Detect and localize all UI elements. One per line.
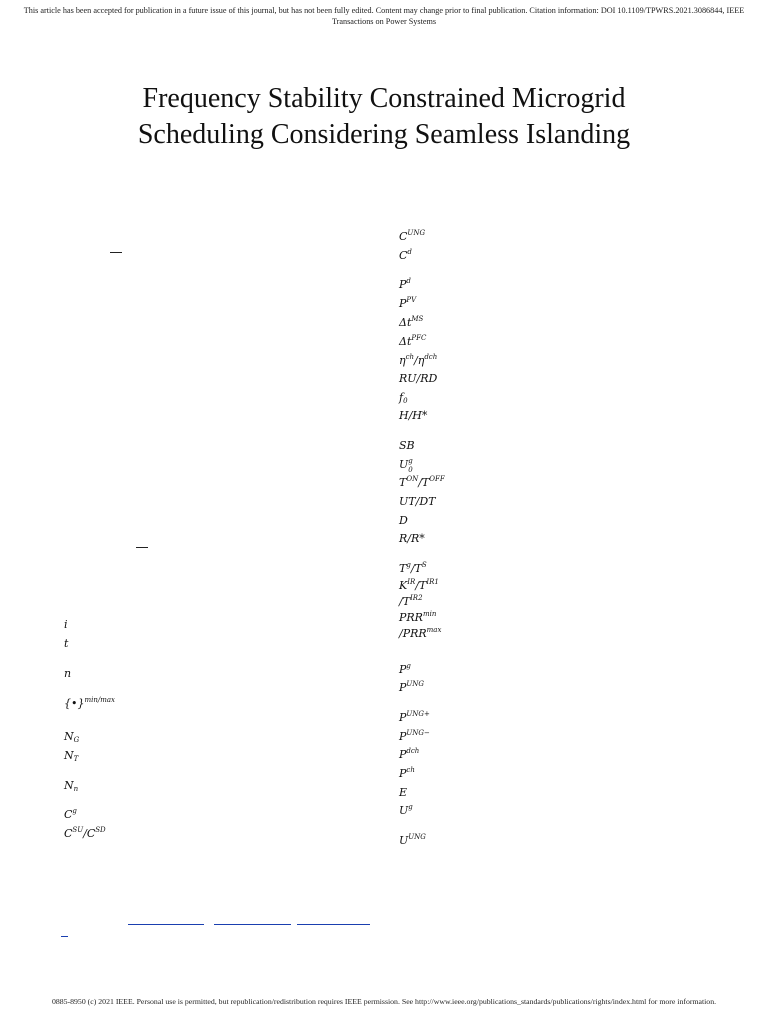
symbol-t: t [64, 637, 69, 650]
reference-link-3[interactable] [297, 924, 370, 925]
symbol-PUNG-plus: $P^{UNG+}$ [399, 710, 430, 724]
symbol-CUNG: $C^{UNG}$ [399, 229, 426, 243]
symbol-eta-ch-dch: $\eta^{ch}/\eta^{dch}$ [399, 353, 438, 367]
symbol-U0g: U g 0 [399, 457, 413, 474]
symbol-CSU-CSD: $C^{SU}/C^{SD}$ [64, 826, 106, 840]
publication-notice-line1: This article has been accepted for publication in a future issue of this journal, but has not been fully edited. Content may change prior to final publication. Citation information: DOI 10.1109/TPWRS.2021.3086844, IEEE [23, 6, 745, 15]
symbol-f0: $f_0$ [399, 391, 408, 405]
paper-title-line1: Frequency Stability Constrained Microgrid [142, 83, 626, 114]
symbol-dtMS: $\Delta t^{MS}$ [399, 315, 424, 329]
symbol-D: D [399, 514, 408, 527]
footnote-link-mark[interactable] [61, 936, 68, 937]
symbol-UT-DT: UT/DT [399, 495, 436, 508]
symbol-E: E [399, 786, 408, 799]
symbol-Nn: $N_n$ [64, 779, 79, 793]
symbol-Cd: $C^d$ [399, 248, 412, 262]
symbol-PRRmin: $PRR^{min}$ [399, 610, 437, 624]
left-column-dash-middle [136, 547, 148, 548]
reference-link-1[interactable] [128, 924, 204, 925]
symbol-PRRmax: $/PRR^{max}$ [399, 626, 442, 640]
symbol-Pd: $P^d$ [399, 277, 411, 291]
publication-notice [18, 5, 750, 27]
symbol-n: n [64, 667, 72, 680]
paper-title-line2: Scheduling Considering Seamless Islanding [137, 119, 631, 150]
symbol-NG: $N_G$ [64, 730, 80, 744]
symbol-TON-TOFF: $T^{ON}/T^{OFF}$ [399, 475, 445, 489]
reference-link-2[interactable] [214, 924, 291, 925]
symbol-NT: $N_T$ [64, 749, 79, 763]
paper-title [40, 81, 728, 153]
symbol-dtPFC: $\Delta t^{PFC}$ [399, 334, 427, 348]
symbol-SB: SB [399, 439, 415, 452]
symbol-Tg-TS: $T^g/T^S$ [399, 561, 427, 575]
symbol-Pch: $P^{ch}$ [399, 766, 415, 780]
symbol-PUNG-minus: $P^{UNG-}$ [399, 729, 430, 743]
symbol-H: H/H* [399, 409, 428, 422]
symbol-i: i [64, 618, 68, 631]
symbol-UUNG: $U^{UNG}$ [399, 833, 426, 847]
copyright-notice: 0885-8950 (c) 2021 IEEE. Personal use is permitted, but republication/redistribution requires IEEE permission. See http://www.ieee.org/publications_standards/publications/rights/index.html for more information. [51, 997, 717, 1006]
symbol-Pdch: $P^{dch}$ [399, 747, 420, 761]
symbol-Cg: $C^g$ [64, 807, 77, 821]
left-column-dash-top [110, 252, 122, 253]
symbol-RU-RD: RU/RD [399, 372, 438, 385]
symbol-KIR-TIR1: $K^{IR}/T^{IR1}$ [399, 578, 439, 592]
symbol-min-max: {•}$^{min/max}$ [64, 696, 116, 710]
symbol-R: R/R* [399, 532, 425, 545]
symbol-TIR2: $/T^{IR2}$ [399, 594, 423, 608]
symbol-PUNG: $P^{UNG}$ [399, 680, 425, 694]
symbol-PPV: $P^{PV}$ [399, 296, 417, 310]
publication-notice-line2: Transactions on Power Systems [331, 17, 437, 26]
symbol-Pg: $P^g$ [399, 662, 411, 676]
symbol-Ug: $U^g$ [399, 803, 413, 817]
